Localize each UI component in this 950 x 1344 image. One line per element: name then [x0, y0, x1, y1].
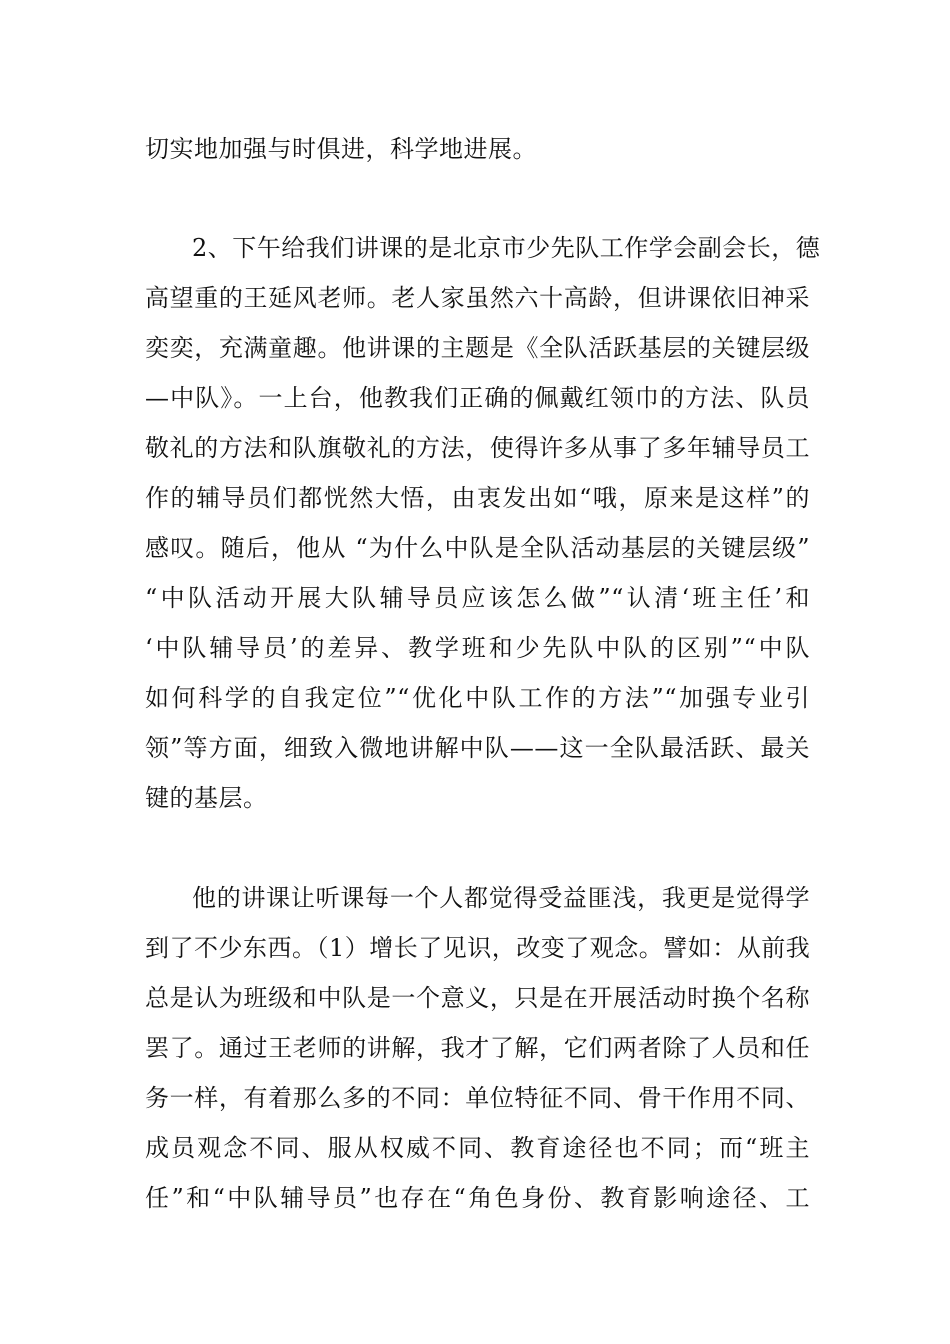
paragraph-2-line-4: —中队》。一上台，他教我们正确的佩戴红领巾的方法、队员	[145, 384, 810, 412]
paragraph-2-line-5: 敬礼的方法和队旗敬礼的方法，使得许多从事了多年辅导员工	[145, 434, 810, 462]
paragraph-2-line-2: 高望重的王延风老师。老人家虽然六十高龄，但讲课依旧神采	[145, 284, 810, 312]
paragraph-3-line-4: 罢了。通过王老师的讲解，我才了解，它们两者除了人员和任	[145, 1034, 810, 1062]
paragraph-2-line-1: 2、下午给我们讲课的是北京市少先队工作学会副会长，德	[192, 234, 821, 262]
paragraph-3-line-2: 到了不少东西。（1）增长了见识，改变了观念。譬如：从前我	[145, 934, 811, 962]
paragraph-1-line-1: 切实地加强与时俱进，科学地进展。	[145, 135, 537, 163]
paragraph-3-line-1: 他的讲课让听课每一个人都觉得受益匪浅，我更是觉得学	[192, 884, 810, 912]
paragraph-2-line-6: 作的辅导员们都恍然大悟，由衷发出如“哦，原来是这样”的	[145, 484, 810, 512]
paragraph-2-line-10: 如何科学的自我定位”“优化中队工作的方法”“加强专业引	[145, 684, 810, 712]
paragraph-3-line-3: 总是认为班级和中队是一个意义，只是在开展活动时换个名称	[145, 984, 810, 1012]
paragraph-2-line-11: 领”等方面，细致入微地讲解中队——这一全队最活跃、最关	[145, 734, 810, 762]
paragraph-2-line-12: 键的基层。	[145, 784, 268, 812]
paragraph-3-line-7: 任”和“中队辅导员”也存在“角色身份、教育影响途径、工	[145, 1184, 810, 1212]
paragraph-2-line-7: 感叹。随后，他从 “为什么中队是全队活动基层的关键层级”	[145, 534, 810, 562]
paragraph-2-line-9: ‘中队辅导员’的差异、教学班和少先队中队的区别”“中队	[145, 634, 810, 662]
paragraph-2-line-8: “中队活动开展大队辅导员应该怎么做”“认清‘班主任’和	[145, 584, 810, 612]
paragraph-3-line-6: 成员观念不同、服从权威不同、教育途径也不同；而“班主	[145, 1134, 810, 1162]
paragraph-3-line-5: 务一样，有着那么多的不同：单位特征不同、骨干作用不同、	[145, 1084, 810, 1112]
paragraph-2-line-3: 奕奕，充满童趣。他讲课的主题是《全队活跃基层的关键层级	[145, 334, 810, 362]
